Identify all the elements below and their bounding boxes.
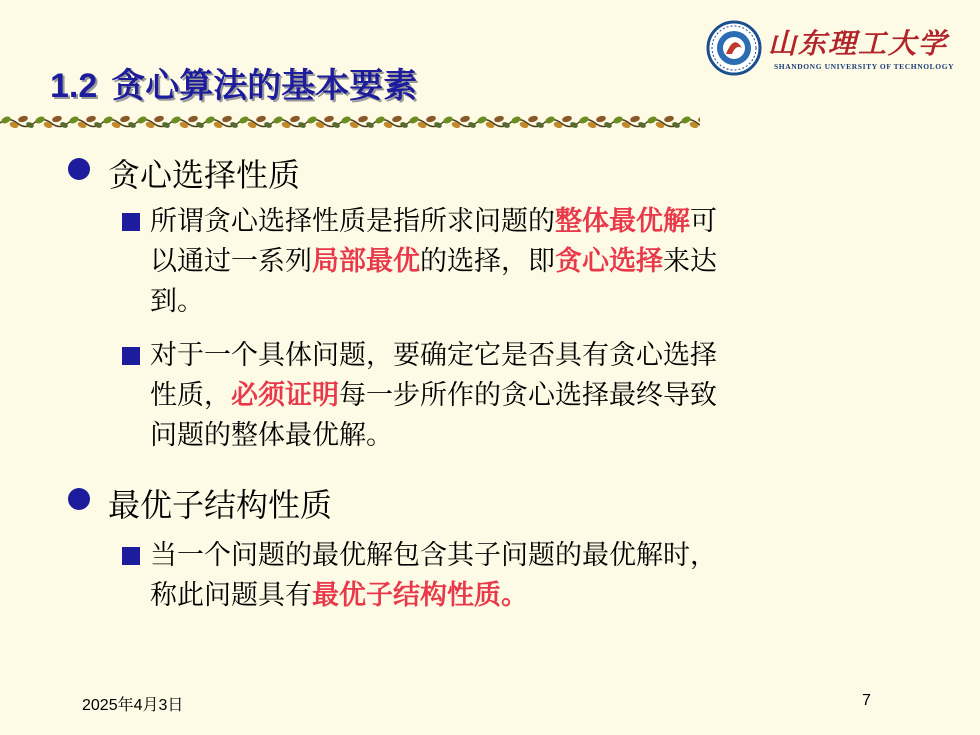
highlight-term: 必须证明: [231, 380, 339, 411]
decorative-divider: [0, 114, 700, 130]
highlight-term: 整体最优解: [555, 206, 690, 237]
text-line: 性质，必须证明每一步所作的贪心选择最终导致: [150, 380, 717, 411]
page-number: 7: [862, 692, 871, 709]
text-line: 称此问题具有最优子结构性质。: [150, 580, 528, 611]
bullet-dot-icon: [68, 488, 90, 510]
text-line: 所谓贪心选择性质是指所求问题的整体最优解可: [150, 206, 717, 237]
text-line: 问题的整体最优解。: [150, 420, 393, 451]
highlight-term: 贪心选择: [555, 246, 663, 277]
university-logo: [706, 16, 956, 78]
section-heading-text: 最优子结构性质: [108, 486, 333, 524]
bullet-square-icon: [122, 213, 140, 231]
bullet-dot-icon: [68, 158, 90, 180]
text-line: 到。: [150, 286, 204, 317]
logo-english-name: SHANDONG UNIVERSITY OF TECHNOLOGY: [774, 62, 955, 71]
slide-title: [50, 58, 417, 108]
title-number: 1.2: [50, 67, 98, 105]
bullet-square-icon: [122, 547, 140, 565]
title-text: 贪心算法的基本要素: [111, 66, 418, 106]
bullet-square-icon: [122, 347, 140, 365]
text-line: 以通过一系列局部最优的选择，即贪心选择来达: [150, 246, 717, 277]
university-seal-icon: [706, 20, 762, 76]
highlight-term: 局部最优: [312, 246, 420, 277]
footer-date: 2025年4月3日: [82, 697, 184, 714]
highlight-term: 最优子结构性质。: [312, 580, 528, 611]
text-line: 对于一个具体问题，要确定它是否具有贪心选择: [150, 340, 717, 371]
section-heading-text: 贪心选择性质: [108, 156, 301, 194]
logo-chinese-name: 山东理工大学: [768, 27, 949, 60]
text-line: 当一个问题的最优解包含其子问题的最优解时，: [150, 540, 717, 571]
